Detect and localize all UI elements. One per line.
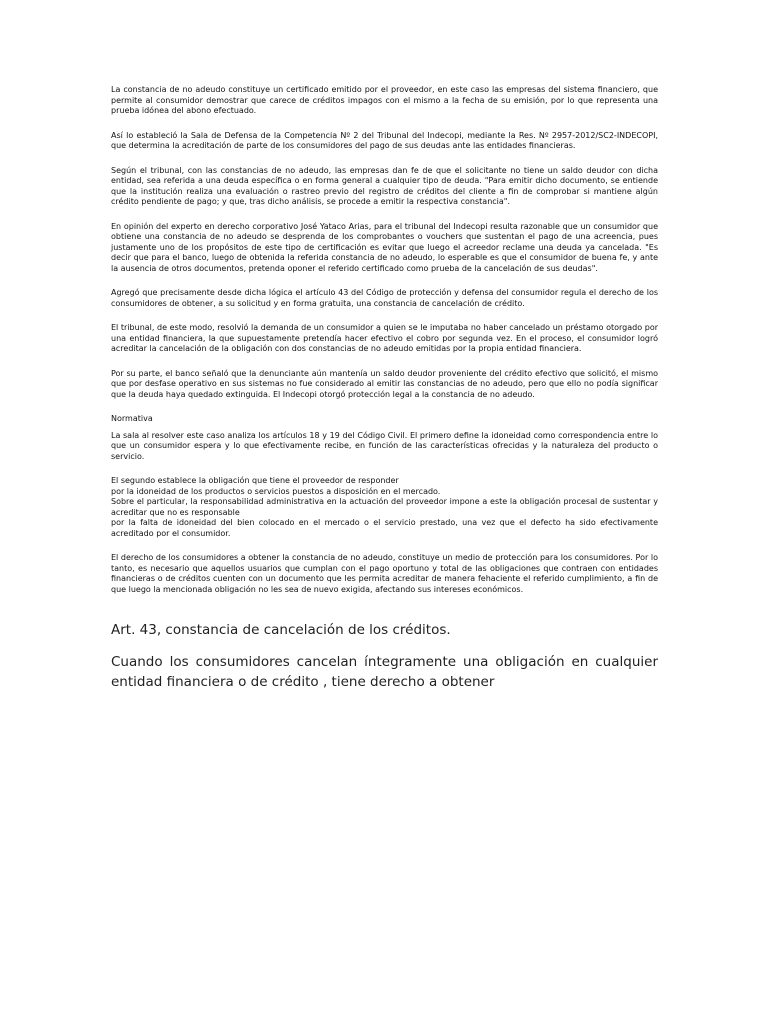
article-title: Art. 43, constancia de cancelación de los créditos. bbox=[111, 622, 451, 638]
article-text: Cuando los consumidores cancelan íntegramente una obligación en cualquier entidad financiera o de crédito , tiene derecho a obtener bbox=[111, 654, 658, 690]
paragraph-7: Por su parte, el banco señaló que la denunciante aún mantenía un saldo deudor proveniente del crédito efectivo que solicitó, el mismo que por desfase operativo en sus sistemas no fue considerado al emitir las constancias de no adeudo, pero que ello no podía significar que la deuda haya quedado extinguida. El Indecopi otorgó protección legal a la constancia de no adeudo. bbox=[111, 368, 658, 399]
normativa-heading: Normativa bbox=[111, 414, 153, 423]
paragraph-9: El segundo establece la obligación que tiene el proveedor de responder por la idoneidad de los productos o servicios puestos a disposición en el mercado. Sobre el particular, la responsabilidad administrativa en la actuación del proveedor impone a este la obligación procesal de sustentar y acreditar que no es responsable por la falta de idoneidad del bien colocado en el mercado o el servicio prestado, una vez que el defecto ha sido efectivamente acreditado por el consumidor. bbox=[111, 476, 658, 538]
paragraph-4: En opinión del experto en derecho corporativo José Yataco Arias, para el tribunal del Indecopi resulta razonable que un consumidor que obtiene una constancia de no adeudo se desprenda de los comprobantes o vouchers que sustentan el pago de una acreencia, pues justamente uno de los propósitos de este tipo de certificación es evitar que luego el acreedor reclame una deuda ya cancelada. "Es decir que para el banco, luego de obtenida la referida constancia de no adeudo, lo esperable es que el consumidor de buena fe, y ante la ausencia de otros documentos, pretenda oponer el referido certificado como prueba de la cancelación de sus deudas". bbox=[111, 221, 658, 273]
paragraph-10: El derecho de los consumidores a obtener la constancia de no adeudo, constituye un medio de protección para los consumidores. Por lo tanto, es necesario que aquellos usuarios que cumplan con el pago oportuno y total de las obligaciones que contraen con entidades financieras o de créditos cuenten con un documento que les permita acreditar de manera fehaciente el referido cumplimiento, a fin de que luego la mencionada obligación no les sea de nuevo exigida, afectando sus intereses económicos. bbox=[111, 553, 658, 594]
paragraph-5: Agregó que precisamente desde dicha lógica el artículo 43 del Código de protección y defensa del consumidor regula el derecho de los consumidores de obtener, a su solicitud y en forma gratuita, una constancia de cancelación de crédito. bbox=[111, 288, 658, 308]
paragraph-2: Así lo estableció la Sala de Defensa de la Competencia Nº 2 del Tribunal del Indecopi, mediante la Res. Nº 2957-2012/SC2-INDECOPI, que determina la acreditación de parte de los consumidores del pago de sus deudas ante las entidades financieras. bbox=[111, 130, 658, 150]
document-page bbox=[111, 85, 658, 692]
paragraph-8: La sala al resolver este caso analiza los artículos 18 y 19 del Código Civil. El primero define la idoneidad como correspondencia entre lo que un consumidor espera y lo que efectivamente recibe, en función de las características ofrecidas y la naturaleza del producto o servicio. bbox=[111, 430, 658, 461]
paragraph-6: El tribunal, de este modo, resolvió la demanda de un consumidor a quien se le imputaba no haber cancelado un préstamo otorgado por una entidad financiera, la que supuestamente pretendía hacer efectivo el cobro por segunda vez. En el proceso, el consumidor logró acreditar la cancelación de la obligación con dos constancias de no adeudo emitidas por la propia entidad financiera. bbox=[111, 323, 658, 353]
paragraph-1: La constancia de no adeudo constituye un certificado emitido por el proveedor, en este caso las empresas del sistema financiero, que permite al consumidor demostrar que carece de créditos impagos con el mismo a la fecha de su emisión, por lo que representa una prueba idónea del abono efectuado. bbox=[111, 85, 658, 115]
paragraph-3: Según el tribunal, con las constancias de no adeudo, las empresas dan fe de que el solicitante no tiene un saldo deudor con dicha entidad, sea referida a una deuda específica o en forma general a cualquier tipo de deuda. "Para emitir dicho documento, se entiende que la institución realiza una evaluación o rastreo previo del registro de créditos del cliente a fin de comprobar si mantiene algún crédito pendiente de pago; y que, tras dicho análisis, se procede a emitir la respectiva constancia". bbox=[111, 165, 658, 206]
